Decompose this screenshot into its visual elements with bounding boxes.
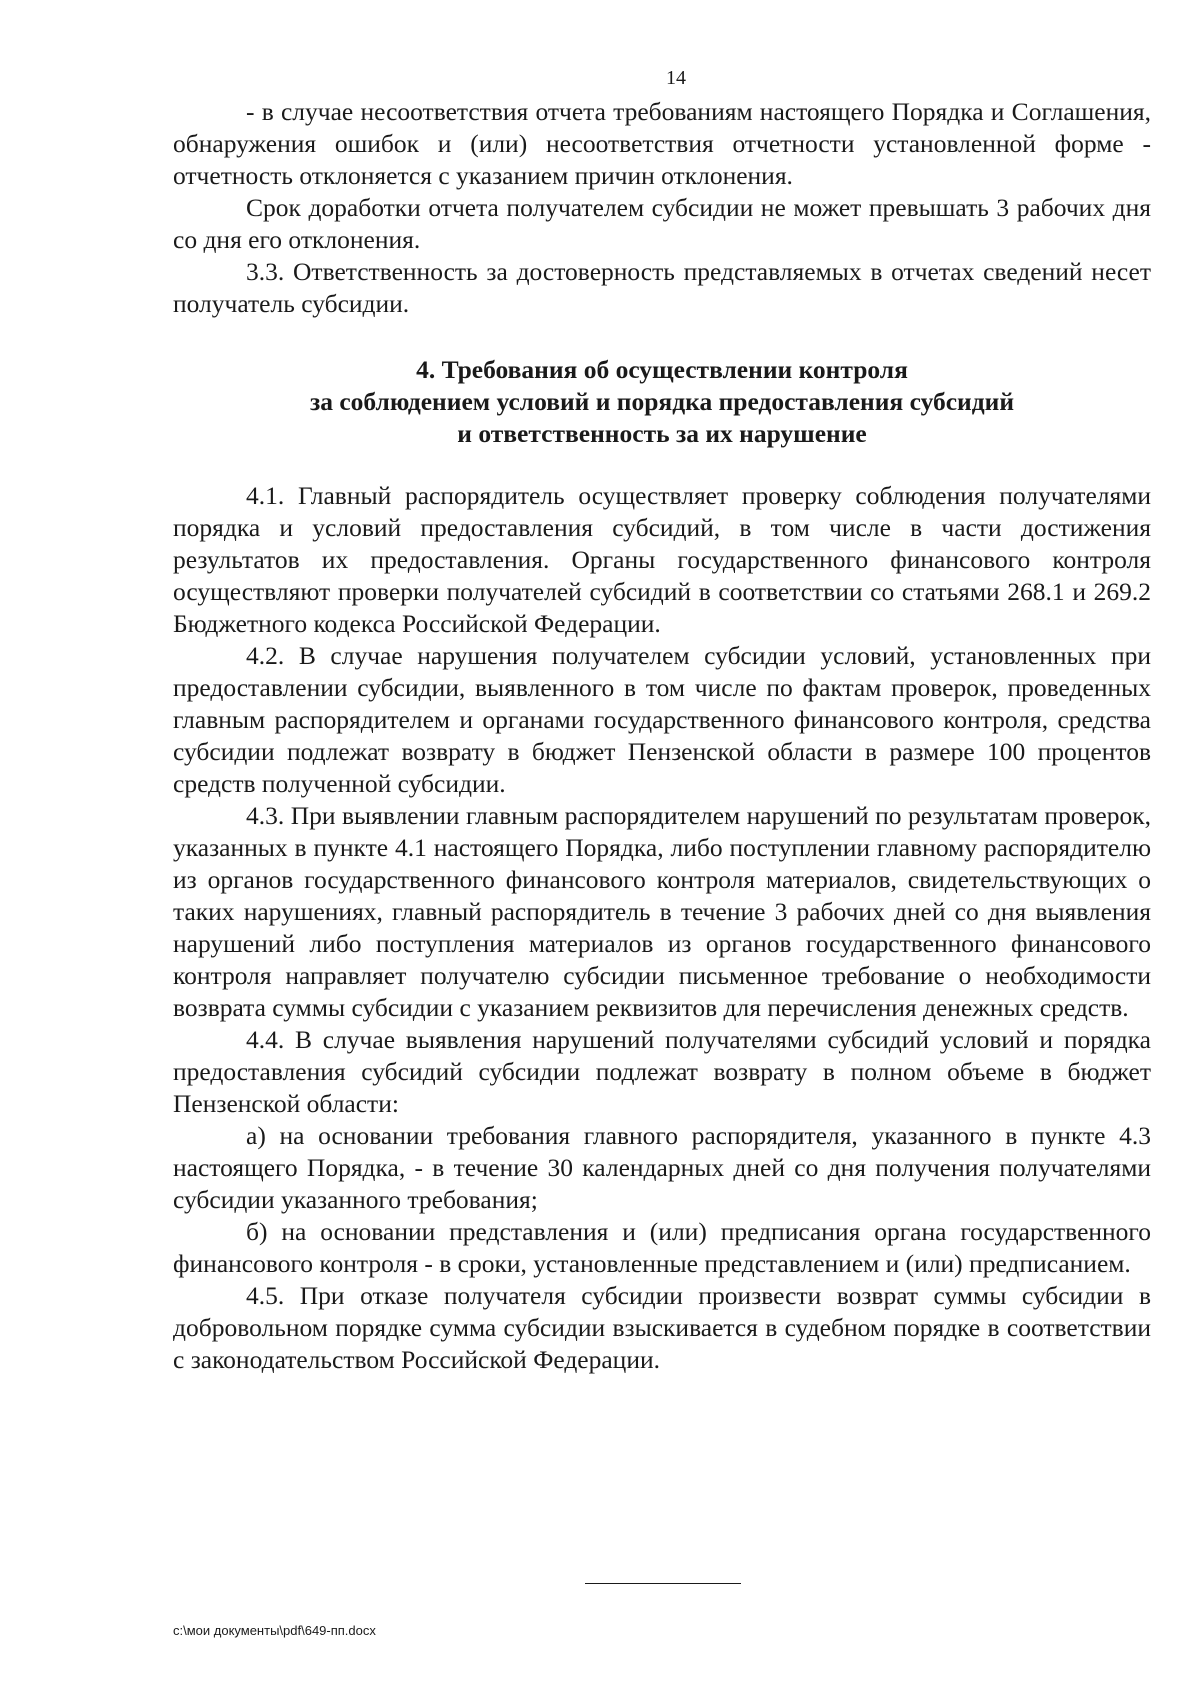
paragraph-4-1: 4.1. Главный распорядитель осуществляет проверку соблюдения получателями порядка и условий предоставления субсидий, в том числе в части достижения результатов их предоставления. Органы государственного финансового контроля осуществляют проверки получателей субсидий в соответствии со статьями 268.1 и 269.2 Бюджетного кодекса Российской Федерации. xyxy=(173,481,1151,638)
paragraph-revision-deadline: Срок доработки отчета получателем субсидии не может превышать 3 рабочих дня со дня его отклонения. xyxy=(173,193,1151,254)
paragraph-4-3: 4.3. При выявлении главным распорядителем нарушений по результатам проверок, указанных в пункте 4.1 настоящего Порядка, либо поступлении главному распорядителю из органов государственного финансового контроля материалов, свидетельствующих о таких нарушениях, главный распорядитель в течение 3 рабочих дней со дня выявления нарушений либо поступления материалов из органов государственного финансового контроля направляет получателю субсидии письменное требование о необходимости возврата суммы субсидии с указанием реквизитов для перечисления денежных средств. xyxy=(173,801,1151,1022)
paragraph-3-3: 3.3. Ответственность за достоверность представляемых в отчетах сведений несет получатель субсидии. xyxy=(173,257,1151,318)
section-4-heading xyxy=(173,354,1151,450)
paragraph-rejection-case: - в случае несоответствия отчета требованиям настоящего Порядка и Соглашения, обнаружения ошибок и (или) несоответствия отчетности установленной форме - отчетность отклоняется с указанием причин отклонения. xyxy=(173,97,1151,190)
paragraph-4-2: 4.2. В случае нарушения получателем субсидии условий, установленных при предоставлении субсидии, выявленного в том числе по фактам проверок, проведенных главным распорядителем и органами государственного финансового контроля, средства субсидии подлежат возврату в бюджет Пензенской области в размере 100 процентов средств полученной субсидии. xyxy=(173,641,1151,798)
end-divider-line xyxy=(585,1583,741,1584)
paragraph-4-5: 4.5. При отказе получателя субсидии произвести возврат суммы субсидии в добровольном порядке сумма субсидии взыскивается в судебном порядке в соответствии с законодательством Российской Федерации. xyxy=(173,1281,1151,1374)
paragraph-4-4: 4.4. В случае выявления нарушений получателями субсидий условий и порядка предоставления субсидий субсидии подлежат возврату в полном объеме в бюджет Пензенской области: xyxy=(173,1025,1151,1118)
paragraph-4-4-a: а) на основании требования главного распорядителя, указанного в пункте 4.3 настоящего Порядка, - в течение 30 календарных дней со дня получения получателями субсидии указанного требования; xyxy=(173,1121,1151,1214)
paragraph-4-4-b: б) на основании представления и (или) предписания органа государственного финансового контроля - в сроки, установленные представлением и (или) предписанием. xyxy=(173,1217,1151,1278)
section-heading-line-2: за соблюдением условий и порядка предоставления субсидий xyxy=(309,387,1015,416)
page-number: 14 xyxy=(666,67,686,89)
footer-file-path: c:\мои документы\pdf\649-пп.docx xyxy=(173,1623,376,1638)
document-page xyxy=(173,60,1151,1376)
section-heading-line-3: и ответственность за их нарушение xyxy=(457,419,867,448)
section-heading-line-1: 4. Требования об осуществлении контроля xyxy=(416,355,908,384)
